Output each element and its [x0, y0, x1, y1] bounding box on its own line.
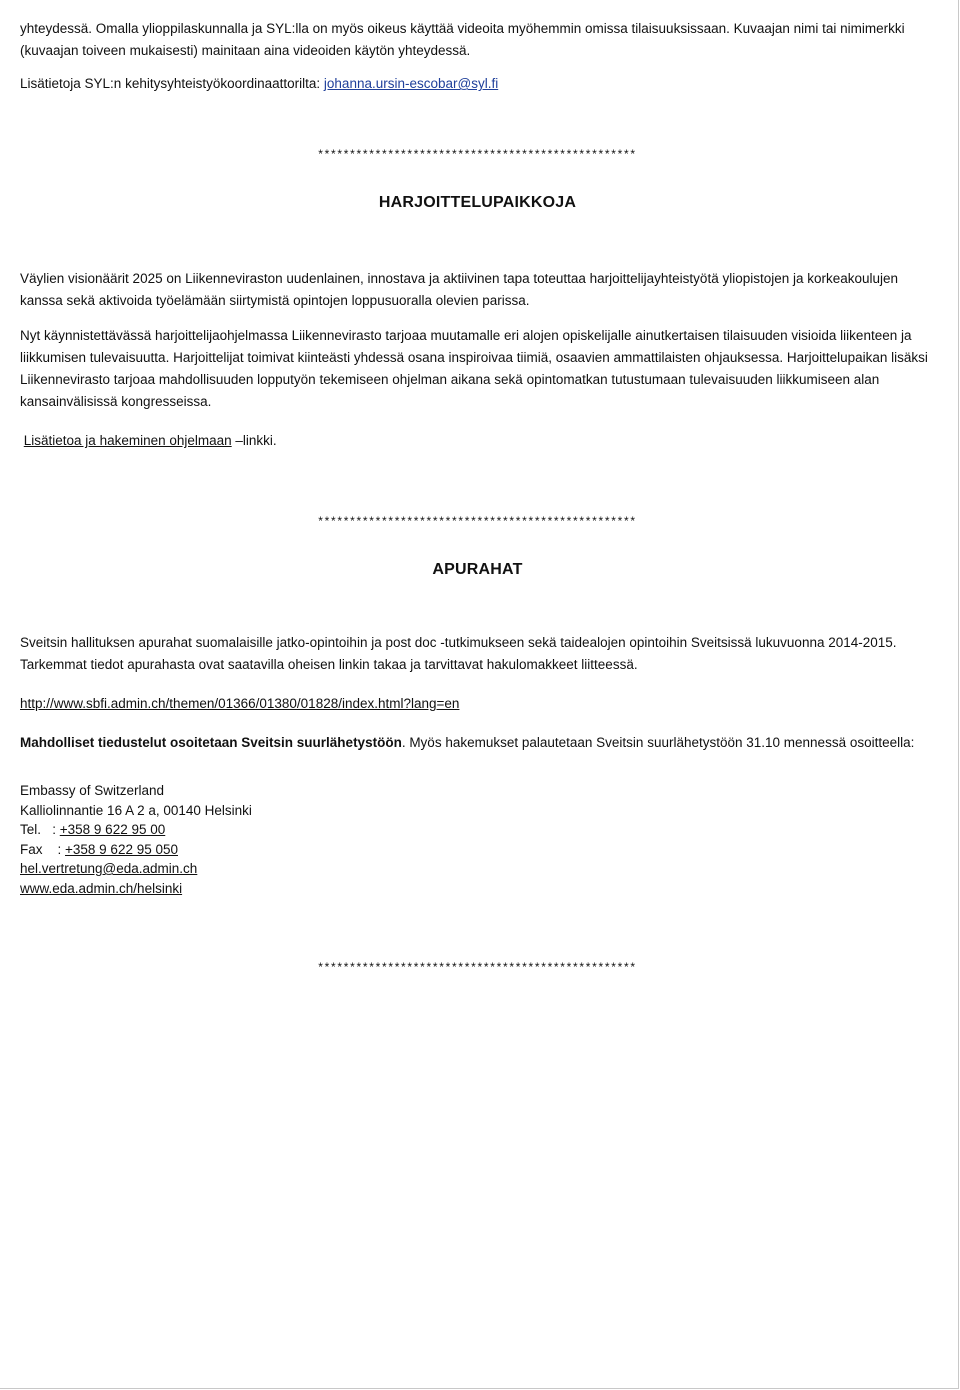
fax-label: Fax : [20, 841, 66, 857]
apurahat-url-link[interactable]: http://www.sbfi.admin.ch/themen/01366/01380/01828/index.html?lang=en [20, 696, 460, 711]
section-title-apurahat: APURAHAT [432, 561, 523, 578]
apurahat-paragraph-2: Tarkemmat tiedot apurahasta ovat saatavilla oheisen linkin takaa ja tarvittavat hakulomakkeet liitteessä. [20, 657, 638, 672]
embassy-fax-line [20, 840, 935, 860]
apurahat-inquiry-bold: Mahdolliset tiedustelut osoitetaan Sveitsin suurlähetystöön [20, 735, 402, 750]
contact-email-link[interactable]: johanna.ursin-escobar@syl.fi [323, 76, 499, 91]
harjoittelu-link-suffix: –linkki. [231, 433, 277, 448]
harjoittelu-link-line [20, 430, 935, 452]
embassy-name: Embassy of Switzerland [20, 783, 165, 798]
fax-link[interactable]: +358 9 622 95 050 [65, 841, 178, 857]
embassy-web-link[interactable]: www.eda.admin.ch/helsinki [20, 880, 183, 896]
document-body [20, 18, 935, 978]
embassy-email-line [20, 859, 935, 879]
embassy-street: Kalliolinnantie 16 A 2 a, 00140 Helsinki [20, 802, 252, 818]
section-title-harjoittelupaikkoja: HARJOITTELUPAIKKOJA [378, 194, 577, 211]
harjoittelu-apply-link[interactable]: Lisätietoa ja hakeminen ohjelmaan [23, 433, 232, 448]
divider-2: ************************************************** [318, 514, 637, 528]
tel-link[interactable]: +358 9 622 95 00 [59, 822, 166, 837]
divider-3: ************************************************** [318, 960, 637, 974]
contact-line [20, 73, 935, 95]
intro-paragraph: yhteydessä. Omalla ylioppilaskunnalla ja SYL:lla on myös oikeus käyttää videoita myöhemmin omissa tilaisuuksissaan. Kuvaajan nimi tai nimimerkki (kuvaajan toiveen mukaisesti) mainitaan aina videoiden käytön yhteydessä. [20, 21, 905, 58]
apurahat-paragraph-1: Sveitsin hallituksen apurahat suomalaisille jatko-opintoihin ja post doc -tutkimukseen sekä taidealojen opintoihin Sveitsissä lukuvuonna 2014-2015. [20, 635, 897, 650]
harjoittelu-paragraph-2: Nyt käynnistettävässä harjoittelijaohjelmassa Liikennevirasto tarjoaa muutamalle eri alojen opiskelijalle ainutkertaisen tilaisuuden visioida liikenteen ja liikkumisen tulevaisuutta. Harjoittelijat toimivat kiinteästi yhdessä osana inspiroivaa tiimiä, osaavien ammattilaisten ohjauksessa. Harjoittelupaikan lisäksi Liikennevirasto tarjoaa mahdollisuuden lopputyön tekemiseen ohjelman aikana sekä opintomatkan tutustumaan tulevaisuuden liikkumiseen alan kansainvälisissä kongresseissa. [20, 328, 928, 409]
contact-prefix: Lisätietoja SYL:n kehitysyhteistyökoordinaattorilta: [20, 76, 324, 91]
apurahat-url-line [20, 693, 935, 715]
embassy-tel-line [20, 820, 935, 840]
divider-1: ************************************************** [318, 147, 637, 161]
apurahat-inquiry-rest: . Myös hakemukset palautetaan Sveitsin suurlähetystöön 31.10 mennessä osoitteella: [401, 735, 915, 750]
embassy-email-link[interactable]: hel.vertretung@eda.admin.ch [20, 861, 198, 876]
tel-label: Tel. : [20, 822, 60, 837]
embassy-address [20, 781, 935, 898]
harjoittelu-paragraph-1: Väylien visionäärit 2025 on Liikenneviraston uudenlainen, innostava ja aktiivinen tapa toteuttaa harjoittelijayhteistyötä yliopistojen ja korkeakoulujen kanssa sekä aktivoida työelämään siirtymistä opintojen loppusuoralla olevien parissa. [20, 271, 899, 308]
apurahat-inquiry [20, 732, 935, 754]
embassy-web-line [20, 879, 935, 899]
